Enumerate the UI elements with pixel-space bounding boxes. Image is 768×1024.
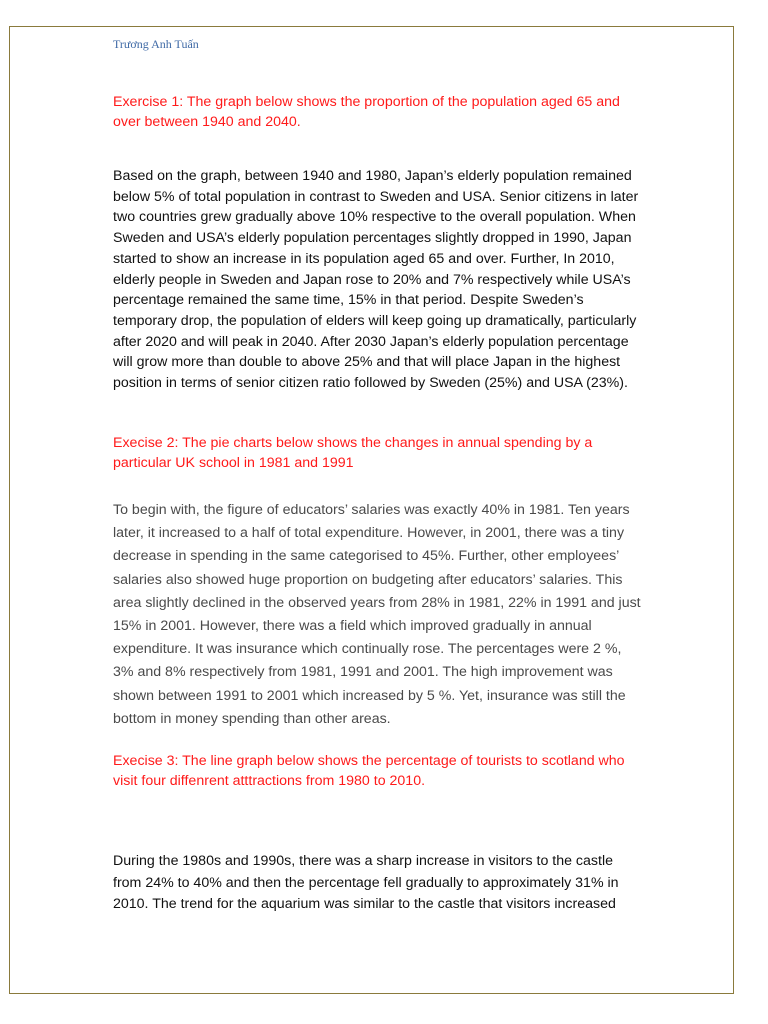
exercise-3-heading: Execise 3: The line graph below shows the percentage of tourists to scotland who visit four diffenrent atttractions from 1980 to 2010. xyxy=(113,753,625,789)
exercise-2-paragraph: To begin with, the figure of educators’ salaries was exactly 40% in 1981. Ten years later, it increased to a half of total expenditure. However, in 2001, there was a tiny decrease in spending in the same categorised to 45%. Further, other employees’ salaries also showed huge proportion on budgeting after educators’ salaries. This area slightly declined in the observed years from 28% in 1981, 22% in 1991 and just 15% in 2001. However, there was a field which improved gradually in annual expenditure. It was insurance which continually rose. The percentages were 2 %, 3% and 8% respectively from 1981, 1991 and 2001. The high improvement was shown between 1991 to 2001 which increased by 5 %. Yet, insurance was still the bottom in money spending than other areas. xyxy=(113,502,641,727)
exercise-1-heading: Exercise 1: The graph below shows the proportion of the population aged 65 and over between 1940 and 2040. xyxy=(113,94,620,130)
exercise-2-heading: Execise 2: The pie charts below shows the changes in annual spending by a particular UK school in 1981 and 1991 xyxy=(113,435,593,471)
author-header: Trương Anh Tuấn xyxy=(113,37,199,51)
exercise-1-paragraph: Based on the graph, between 1940 and 1980, Japan’s elderly population remained below 5% of total population in contrast to Sweden and USA. Senior citizens in later two countries grew gradually above 10% respective to the overall population. When Sweden and USA’s elderly population percentages slightly dropped in 1990, Japan started to show an increase in its population aged 65 and over. Further, In 2010, elderly people in Sweden and Japan rose to 20% and 7% respectively while USA’s percentage remained the same time, 15% in that period. Despite Sweden’s temporary drop, the population of elders will keep going up dramatically, particularly after 2020 and will peak in 2040. After 2030 Japan’s elderly population percentage will grow more than double to above 25% and that will place Japan in the highest position in terms of senior citizen ratio followed by Sweden (25%) and USA (23%). xyxy=(113,168,639,392)
exercise-3-paragraph: During the 1980s and 1990s, there was a sharp increase in visitors to the castle from 24% to 40% and then the percentage fell gradually to approximately 31% in 2010. The trend for the aquarium was similar to the castle that visitors increased xyxy=(113,853,619,912)
